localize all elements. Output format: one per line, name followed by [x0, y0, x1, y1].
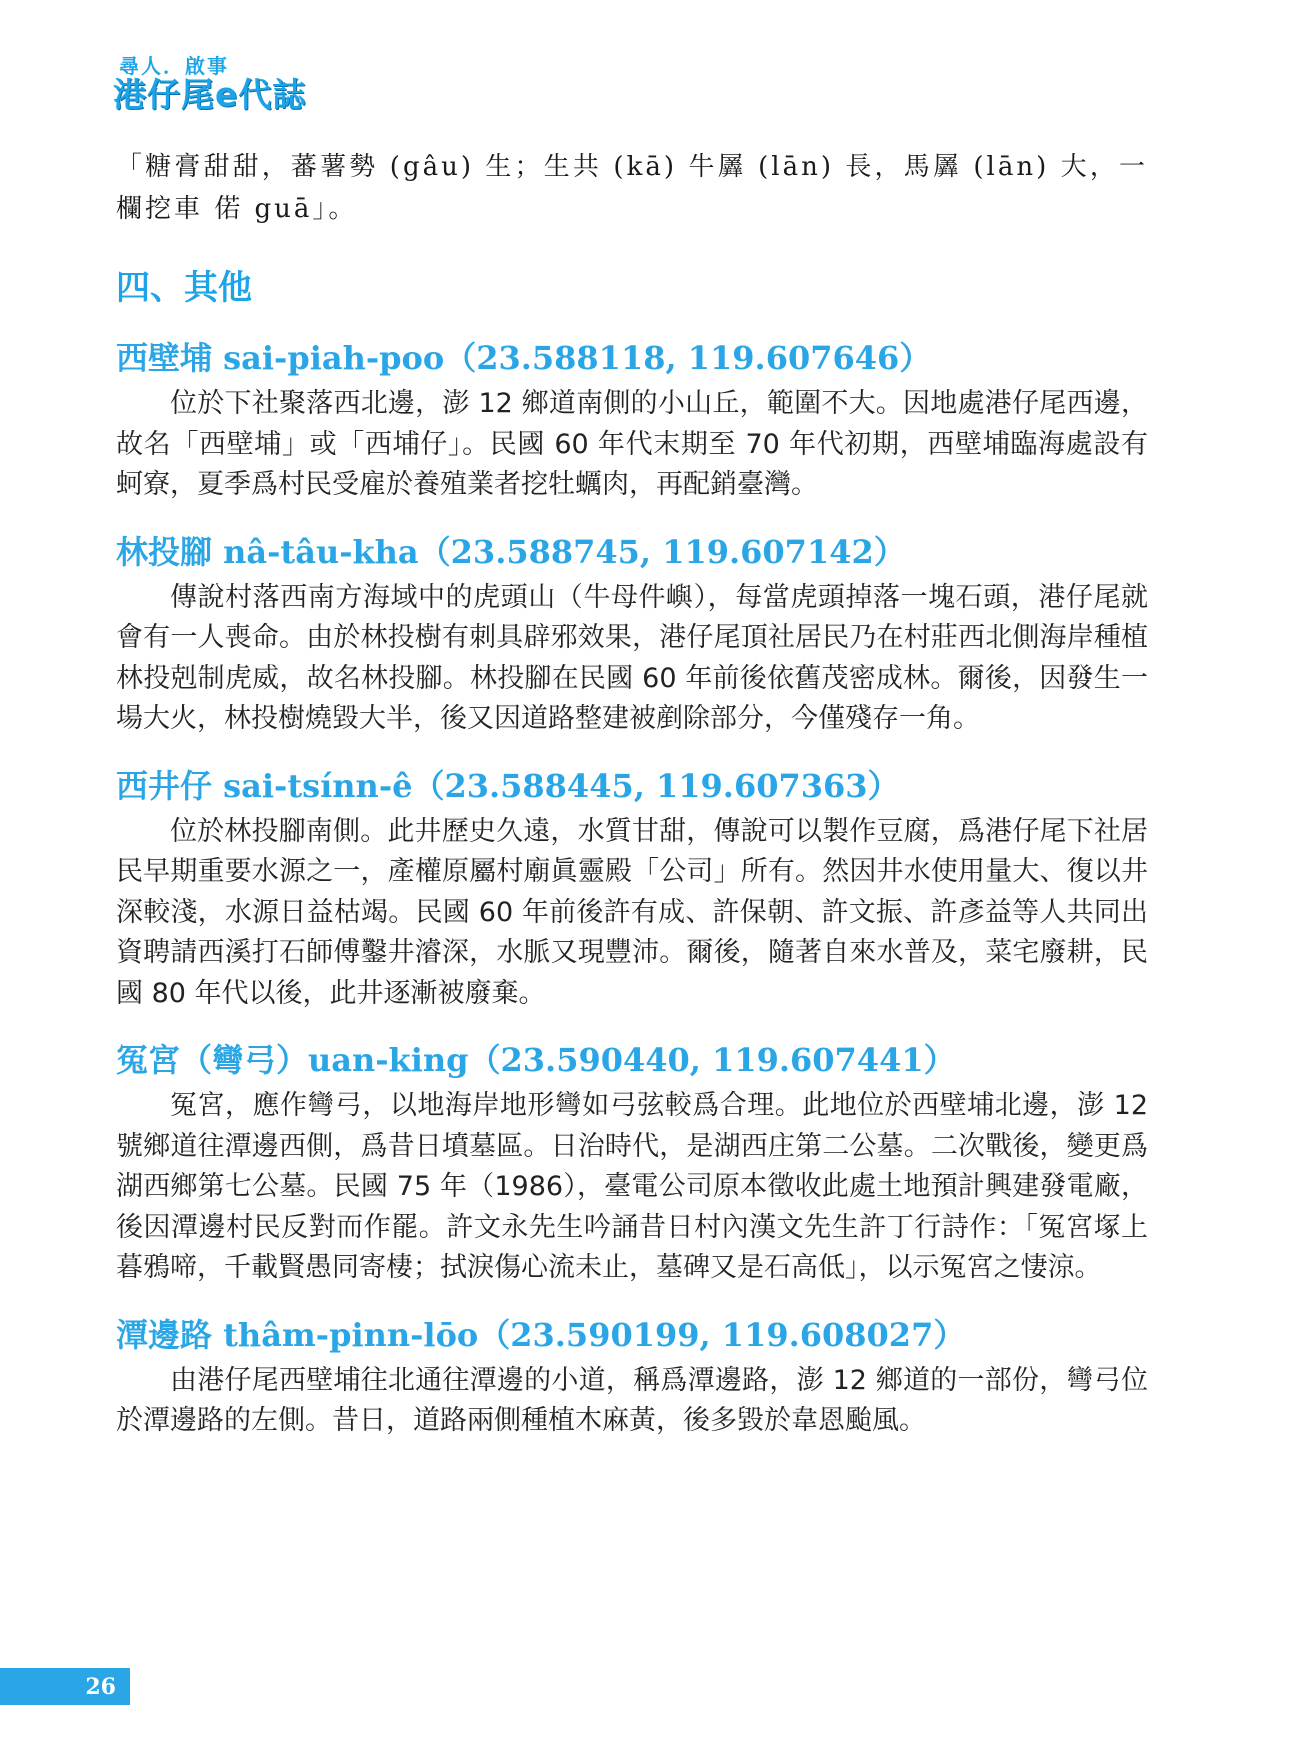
book-title: 港仔尾e代誌	[113, 75, 307, 114]
entry-sai-piah-poo	[116, 336, 1148, 506]
entry-tham-pinn-loo	[116, 1313, 1148, 1442]
book-subtitle: 尋人．啟事	[119, 54, 229, 78]
entry-title: 潭邊路 thâm-pinn-lōo（23.590199, 119.608027）	[116, 1315, 966, 1354]
entry-na-tau-kha	[116, 530, 1148, 740]
page-number: 26	[85, 1674, 116, 1700]
book-header	[113, 54, 307, 114]
entry-body: 位於下社聚落西北邊，澎 12 鄉道南側的小山丘，範圍不大。因地處港仔尾西邊，故名「西壁埔」或「西埔仔」。民國 60 年代末期至 70 年代初期，西壁埔臨海處設有蚵寮，夏季爲村民受雇於養殖業者挖牡蠣肉，再配銷臺灣。	[116, 388, 1148, 500]
intro-quote: 「糖膏甜甜，蕃薯勢 (gâu) 生；生共 (kā) 牛羼 (lān) 長，馬羼 (lān) 大，一欄挖車 偌 guā」。	[116, 152, 1148, 224]
entry-body: 位於林投腳南側。此井歷史久遠，水質甘甜，傳說可以製作豆腐，爲港仔尾下社居民早期重要水源之一，產權原屬村廟眞靈殿「公司」所有。然因井水使用量大、復以井深較淺，水源日益枯竭。民國 60 年前後許有成、許保朝、許文振、許彥益等人共同出資聘請西溪打石師傅鑿井濬深，水脈又現豐沛。爾後，隨著自來水普及，菜宅廢耕，民國 80 年代以後，此井逐漸被廢棄。	[116, 815, 1148, 1009]
entry-body: 冤宮，應作彎弓，以地海岸地形彎如弓弦較爲合理。此地位於西壁埔北邊，澎 12 號鄉道往潭邊西側，爲昔日墳墓區。日治時代，是湖西庄第二公墓。二次戰後，變更爲湖西鄉第七公墓。民國 75 年（1986），臺電公司原本徵收此處土地預計興建發電廠，後因潭邊村民反對而作罷。許文永先生吟誦昔日村內漢文先生許丁行詩作：「冤宮塚上暮鴉啼，千載賢愚同寄棲；拭淚傷心流未止，墓碑又是石高低」，以示冤宮之悽涼。	[116, 1090, 1148, 1283]
entry-uan-king	[116, 1038, 1148, 1289]
entry-sai-tsinn-e	[116, 764, 1148, 1015]
entry-body: 由港仔尾西壁埔往北通往潭邊的小道，稱爲潭邊路，澎 12 鄉道的一部份，彎弓位於潭邊路的左側。昔日，道路兩側種植木麻黃，後多毀於韋恩颱風。	[116, 1364, 1148, 1436]
section-title: 四、其他	[116, 268, 252, 308]
page-number-tab	[0, 1668, 130, 1705]
entry-title: 冤宮（彎弓）uan-king（23.590440, 119.607441）	[116, 1041, 956, 1079]
entry-title: 西壁埔 sai-piah-poo（23.588118, 119.607646）	[116, 339, 932, 377]
entry-body: 傳說村落西南方海域中的虎頭山（牛母件嶼），每當虎頭掉落一塊石頭，港仔尾就會有一人喪命。由於林投樹有刺具辟邪效果，港仔尾頂社居民乃在村莊西北側海岸種植林投剋制虎威，故名林投腳。林投腳在民國 60 年前後依舊茂密成林。爾後，因發生一場大火，林投樹燒毀大半，後又因道路整建被剷除部分，今僅殘存一角。	[116, 581, 1148, 734]
page-content	[116, 146, 1148, 1442]
entry-title: 西井仔 sai-tsínn-ê（23.588445, 119.607363）	[116, 766, 900, 805]
entry-title: 林投腳 nâ-tâu-kha（23.588745, 119.607142）	[116, 532, 906, 571]
